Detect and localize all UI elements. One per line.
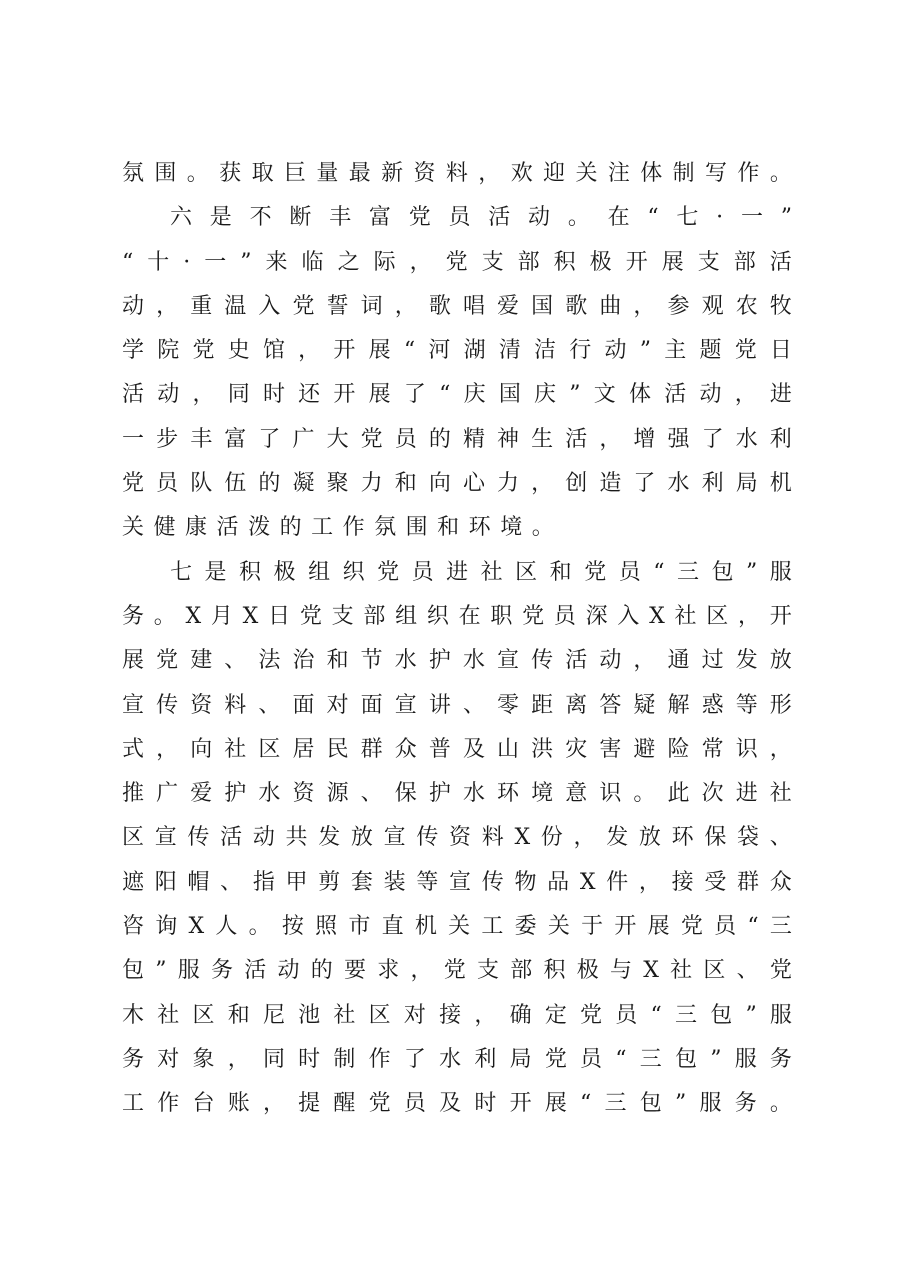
text-line: 区 宣 传 活 动 共 发 放 宣 传 资 料 X 份 ， 发 放 环 保 袋 、 (122, 825, 792, 851)
document-body-text (122, 152, 792, 1127)
text-line: 六 是 不 断 丰 富 党 员 活 动 。 在 “ 七 · 一 ” (170, 205, 792, 231)
text-line: “ 十 · 一 ” 来 临 之 际 ， 党 支 部 积 极 开 展 支 部 活 (122, 249, 792, 275)
text-line: 氛 围 。 获 取 巨 量 最 新 资 料 ， 欢 迎 关 注 体 制 写 作 。 (122, 161, 792, 186)
text-line: 木 社 区 和 尼 池 社 区 对 接 ， 确 定 党 员 “ 三 包 ” 服 (122, 1002, 792, 1028)
text-line: 工 作 台 账 ， 提 醒 党 员 及 时 开 展 “ 三 包 ” 服 务 。 (122, 1091, 792, 1117)
text-line: 包 ” 服 务 活 动 的 要 求 ， 党 支 部 积 极 与 X 社 区 、 党 (122, 958, 792, 984)
text-line: 式 ， 向 社 区 居 民 群 众 普 及 山 洪 灾 害 避 险 常 识 ， (122, 736, 792, 762)
text-line: 学 院 党 史 馆 ， 开 展 “ 河 湖 清 洁 行 动 ” 主 题 党 日 (122, 338, 792, 364)
text-line: 遮 阳 帽 、 指 甲 剪 套 装 等 宣 传 物 品 X 件 ， 接 受 群 众 (122, 869, 792, 895)
text-line: 关 健 康 活 泼 的 工 作 氛 围 和 环 境 。 (122, 515, 554, 541)
text-line: 展 党 建 、 法 治 和 节 水 护 水 宣 传 活 动 ， 通 过 发 放 (122, 648, 792, 674)
text-line: 动 ， 重 温 入 党 誓 词 ， 歌 唱 爱 国 歌 曲 ， 参 观 农 牧 (122, 293, 792, 319)
text-line: 务 。 X 月 X 日 党 支 部 组 织 在 职 党 员 深 入 X 社 区 ， 开 (122, 603, 792, 629)
text-line: 推 广 爱 护 水 资 源 、 保 护 水 环 境 意 识 。 此 次 进 社 (122, 781, 792, 807)
text-line: 活 动 ， 同 时 还 开 展 了 “ 庆 国 庆 ” 文 体 活 动 ， 进 (122, 382, 792, 408)
text-line: 一 步 丰 富 了 广 大 党 员 的 精 神 生 活 ， 增 强 了 水 利 (122, 426, 792, 452)
text-line: 咨 询 X 人 。 按 照 市 直 机 关 工 委 关 于 开 展 党 员 “ 三 (122, 914, 792, 940)
text-line: 七 是 积 极 组 织 党 员 进 社 区 和 党 员 “ 三 包 ” 服 (170, 559, 792, 585)
text-line: 宣 传 资 料 、 面 对 面 宣 讲 、 零 距 离 答 疑 解 惑 等 形 (122, 692, 792, 718)
text-line: 党 员 队 伍 的 凝 聚 力 和 向 心 力 ， 创 造 了 水 利 局 机 (122, 471, 792, 497)
text-line: 务 对 象 ， 同 时 制 作 了 水 利 局 党 员 “ 三 包 ” 服 务 (122, 1046, 792, 1072)
